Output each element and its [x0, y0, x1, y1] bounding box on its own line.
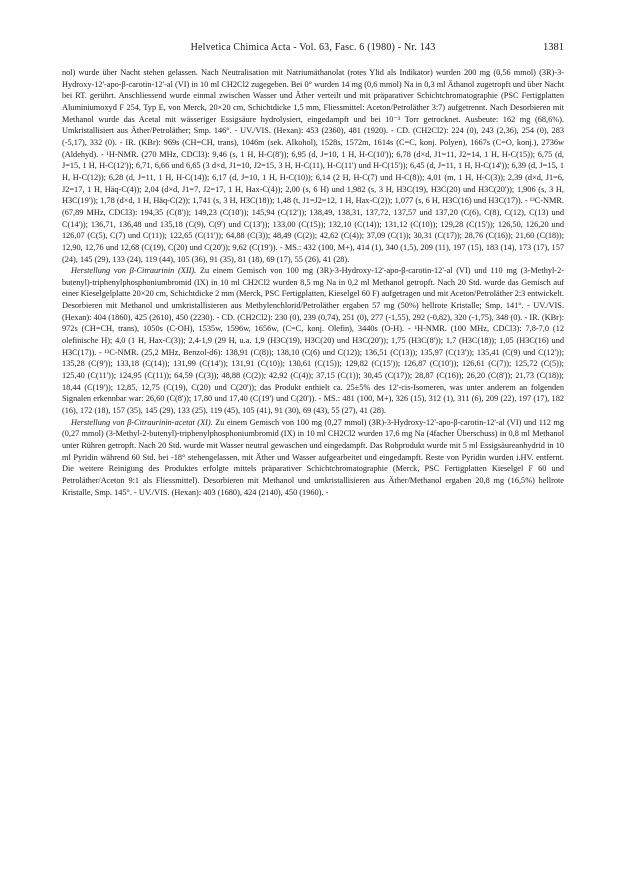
- paragraph-citraurinin: [62, 265, 564, 417]
- paragraph-synthesis-continued: [62, 67, 564, 265]
- page-number: 1381: [543, 42, 564, 53]
- journal-title: Helvetica Chimica Acta - Vol. 63, Fasc. 6 (1980) - Nr. 143: [190, 42, 436, 53]
- paragraph-text: Zu einem Gemisch von 100 mg (3R)-3-Hydroxy-12'-apo-β-carotin-12'-al (VI) und 110 mg (3-Methyl-2-butenyl)-triphenylphosphoniumbromid (IX) in 10 ml CH2Cl2 wurden 8,5 mg Na in 0,2 ml Methanol getropft. Nach 20 Std. wurde das Gemisch auf einer Kieselgelplatte 20×20 cm, Schichtdicke 2 mm (Merck, PSC Fertigplatten, Kieselgel 60 F) aufgetragen und mit Aceton/Petroläther 2:3 entwickelt. Desorbieren mit Methanol und umkristallisieren aus Methylenchlorid/Petroläther ergaben 57 mg (50%) hellrote Kristalle; Smp. 141°. - UV./VIS. (Hexan): 404 (1860), 425 (2610), 450 (2230). - CD. (CH2Cl2): 230 (0), 239 (0,74), 251 (0), 277 (-1,55), 292 (-0,82), 320 (-1,75), 348 (0). - IR. (KBr): 972s (CH=CH, trans), 1050s (C-OH), 1535w, 1596w, 1656w, (C=C, konj. Olefin), 3440s (O-H). - ¹H-NMR. (100 MHz, CDCl3): 7,8-7,0 (12 olefinische H); 4,0 (1 H, Hax-C(3)); 2,4-1,9 (29 H, u.a. 1,9 (H3C(19), H3C(20) und H3C(20')); 1,75 (H3C(8')); 1,7 (H3C(18)); 1,05 (H3C(16) und H3C(17)). - ¹³C-NMR. (25,2 MHz, Benzol-d6): 138,91 (C(8)); 138,10 (C(6) und C(12)); 136,51 (C(13)); 135,97 (C(13')); 135,41 (C(9) und C(12')); 135,28 (C(9')); 133,18 (C(14)); 131,99 (C(14')); 131,91 (C(10)); 130,61 (C(15)); 129,82 (C(15')); 126,87 (C(10')); 126,61 (C(7)); 125,72 (C(5)); 125,40 (C(11')); 124,95 (C(11)); 64,59 (C(3)); 48,88 (C(2)); 42,92 (C(4)); 37,15 (C(1)); 30,45 (C(17)); 28,87 (C(16)); 26,20 (C(8')); 21,73 (C(18)); 18,44 (C(19')); 12,85, 12,75 (C(19), C(20) und C(20')); das Produkt enthielt ca. 25±5% des 12'-cis-Isomeren, was unter anderem an folgenden Signalen erkennbar war: 26,60 (C(8')); 17,80 und 17,40 (C(19') und C(20')). - MS.: 481 (100, M+), 326 (15), 312 (1), 311 (6), 209 (22), 197 (17), 182 (16), 172 (18), 157 (35), 145 (29), 133 (25), 119 (45), 105 (41), 91 (30), 69 (43), 55 (27), 41 (28).: [62, 266, 564, 416]
- paragraph-text: nol) wurde über Nacht stehen gelassen. Nach Neutralisation mit Natriumäthanolat (rotes Ylid als Indikator) wurden 200 mg (0,56 mmol) (3R)-3-Hydroxy-12'-apo-β-carotin-12'-al (VI) in 10 ml CH2Cl2 zugegeben. Bei 0° wurden 14 mg (0,6 mmol) Na in 0,3 ml Äthanol zugetropft und über Nacht bei RT. gerührt. Anschliessend wurde einmal zwischen Wasser und Äther verteilt und mit präparativer Schichtchromatographie (PSC Fertigplatten Aluminiumoxyd F 254, Typ E, von Merck, 20×20 cm, Schichtdicke 1,5 mm, Fliessmittel: Aceton/Petroläther 3:7) aufgetrennt. Nach Desorbieren mit Methanol wurde das Acetal mit wässeriger Essigsäure hydrolysiert, eingedampft und bei 10⁻³ Torr getrocknet. Ausbeute: 162 mg (68,6%). Umkristallisiert aus Äther/Petroläther; Smp. 146°. - UV./VIS. (Hexan): 453 (2360), 481 (1920). - CD. (CH2Cl2): 224 (0), 243 (2,36), 254 (0), 283 (-5,17), 332 (0). - IR. (KBr): 969s (CH=CH, trans), 1046m (sek. Alkohol), 1528s, 1572m, 1614s (C=C, konj. Polyen), 1667s (C=O, konj.), 2736w (Aldehyd). - ¹H-NMR. (270 MHz, CDCl3): 9,46 (s, 1 H, H-C(8')); 6,95 (d, J=10, 1 H, H-C(10')); 6,78 (d×d, J1=11, J2=14, 1 H, H-C(15)); 6,75 (d, J=15, 1 H, H-C(12')); 6,71, 6,66 und 6,65 (3 d×d, J1=10, J2=15, 3 H, H-C(11), H-C(11') und H-C(15')); 6,45 (d, J=11, 1 H, H-C(14')); 6,39 (d, J=15, 1 H, H-C(12)); 6,28 (d, J=11, 1 H, H-C(14)); 6,17 (d, J=10, 1 H, H-C(10)); 6,14 (2 H, H-C(7) und H-C(8)); 4,01 (m, 1 H, H-C(3)); 2,39 (d×d, J1=6, J2=17, 1 H, Häq-C(4)); 2,04 (d×d, J1=7, J2=17, 1 H, Hax-C(4)); 2,00 (s, 6 H) und 1,982 (s, 3 H, H3C(19), H3C(20) und H3C(20')); 1,906 (s, 3 H, H3C(19')); 1,78 (d×d, 1 H, Häq-C(2)); 1,741 (s, 3 H, H3C(18)); 1,48 (t, J1=J2=12, 1 H, Hax-C(2)); 1,077 (s, 6 H, H3C(16) und H3C(17)). - ¹³C-NMR. (67,89 MHz, CDCl3): 194,35 (C(8')); 149,23 (C(10')); 145,94 (C(12')); 138,49, 138,31, 137,72, 137,57 und 137,20 (C(6), C(8), C(12), C(13) und C(14')); 136,71, 136,48 und 135,18 (C(9), C(9') und C(13')); 133,00 (C(15)); 132,10 (C(14)); 131,12 (C(10)); 129,28 (C(15')); 126,50, 126,20 und 126,07 (C(5), C(7) und C(11)); 122,65 (C(11')); 64,88 (C(3)); 48,49 (C(2)); 42,62 (C(4)); 37,09 (C(1)); 30,31 (C(17)); 28,76 (C(16)); 21,60 (C(18)); 12,90, 12,76 und 12,68 (C(19), C(20) und C(20')); 9,62 (C(19')). - MS.: 432 (100, M+), 414 (1), 340 (1,5), 209 (11), 197 (15), 183 (14), 173 (17), 157 (24), 145 (29), 133 (24), 119 (44), 105 (36), 91 (35), 81 (18), 69 (17), 55 (26), 41 (28).: [62, 68, 564, 264]
- paragraph-citraurinin-acetat: [62, 417, 564, 499]
- article-body: [62, 67, 564, 498]
- section-heading: Herstellung von β-Citraurinin-acetat (XI).: [71, 417, 213, 427]
- running-header: [62, 41, 564, 55]
- section-heading: Herstellung von β-Citraurinin (XII).: [71, 266, 197, 276]
- paragraph-text: Zu einem Gemisch von 100 mg (0,27 mmol) (3R)-3-Hydroxy-12'-apo-β-carotin-12'-al (VI) und 112 mg (0,27 mmol) (3-Methyl-2-butenyl)-triphenylphosphoniumbromid (IX) in 10 ml CH2Cl2 wurden 17,6 mg Na (4facher Überschuss) in 0,8 ml Methanol unter Rühren getropft. Nach 20 Std. wurde mit Wasser neutral gewaschen und eingedampft. Das Rohprodukt wurde mit 5 ml Essigsäureanhydrid in 10 ml Pyridin während 60 Std. bei -18° stehengelassen, mit Äther und Wasser aufgearbeitet und eingedampft. Reste von Pyridin wurden i.HV. entfernt. Die weitere Reinigung des Produktes erfolgte mittels präparativer Schichtchromatographie (Merck, PSC Fertigplatten Kieselgel F 60 und Petroläther/Aceton 9:1 als Fliessmittel). Desorbieren mit Methanol und umkristallisieren aus Äther/Methanol ergaben 20,8 mg (16,5%) hellrote Kristalle, Smp. 145°. - UV./VIS. (Hexan): 403 (1680), 424 (2140), 450 (1960). -: [62, 417, 565, 497]
